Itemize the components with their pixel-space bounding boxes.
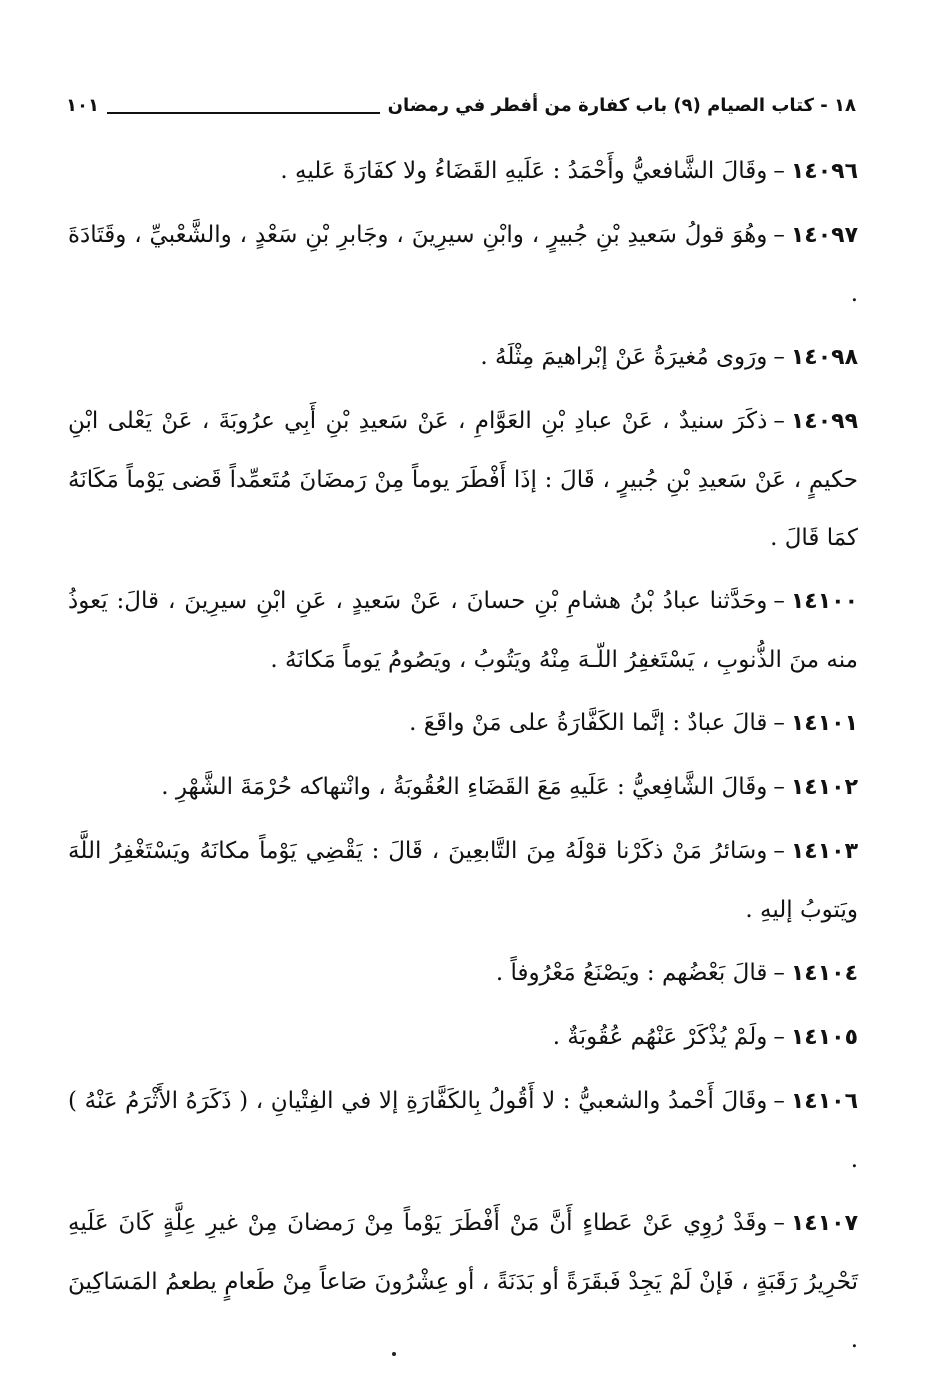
paragraph-14104 — [68, 944, 858, 1003]
paragraph-text: وقَالَ الشَّافِعيُّ : عَلَيهِ مَعَ القَضَاءِ العُقُوبَةُ ، وانْتهاكه حُرْمَةَ الشَّهْرِ . — [161, 774, 768, 800]
paragraph-text: وحَدَّثنا عبادُ بْنُ هشامِ بْنِ حسانَ ، عَنْ سَعيدٍ ، عَنِ ابْنِ سيرِينَ ، قالَ: يَعوذُ منه منَ الذُّنوبِ ، يَسْتَغفِرُ اللّـهَ مِنْهُ ويَتُوبُ ، ويَصُومُ يَوماً مَكانَهُ . — [68, 588, 858, 673]
separator-dash: – — [773, 408, 785, 434]
separator-dash: – — [773, 158, 785, 184]
separator-dash: – — [773, 222, 785, 248]
paragraph-text: وقَالَ الشَّافعيُّ وأَحْمَدُ : عَلَيهِ القَضَاءُ ولا كفَارَةَ عَليهِ . — [280, 158, 768, 184]
paragraph-number: ١٤١٠١ — [790, 711, 858, 736]
paragraph-14098 — [68, 328, 858, 387]
paragraph-number: ١٤١٠٢ — [790, 775, 858, 800]
separator-dash: – — [773, 1210, 785, 1236]
paragraph-14100 — [68, 572, 858, 689]
paragraph-14106 — [68, 1072, 858, 1189]
chapter-title: ١٨ - كتاب الصيام (٩) باب كفارة من أفطر في رمضان — [387, 94, 856, 116]
paragraph-number: ١٤١٠٤ — [790, 961, 858, 986]
separator-dash: – — [773, 710, 785, 736]
paragraph-text: وقَدْ رُوِي عَنْ عَطاءٍ أَنَّ مَنْ أَفْطَرَ يَوْماً مِنْ رَمضانَ مِنْ غيرِ عِلَّةٍ كَانَ عَلَيهِ تَحْرِيرُ رَقَبَةٍ ، فَإنْ لَمْ يَجِدْ فَبقَرَةً أو بَدَنَةً ، أو عِشْرُونَ صَاعاً مِنْ طَعامٍ يطعمُ المَسَاكِينَ . — [68, 1210, 858, 1353]
paragraph-number: ١٤١٠٦ — [790, 1089, 858, 1114]
separator-dash: – — [773, 774, 785, 800]
paragraph-number: ١٤١٠٣ — [790, 839, 858, 864]
paragraph-number: ١٤١٠٧ — [790, 1211, 858, 1236]
page-body — [68, 142, 858, 1374]
separator-dash: – — [773, 838, 785, 864]
paragraph-14103 — [68, 822, 858, 939]
paragraph-number: ١٤٠٩٦ — [790, 159, 858, 184]
paragraph-number: ١٤٠٩٧ — [790, 223, 858, 248]
paragraph-number: ١٤١٠٠ — [790, 589, 858, 614]
separator-dash: – — [773, 344, 785, 370]
paragraph-text: وهُوَ قولُ سَعيدِ بْنِ جُبيرٍ ، وابْنِ سيرِينَ ، وجَابرِ بْنِ سَعْدٍ ، والشَّعْبيِّ ، وقَتَادَةَ . — [68, 222, 858, 307]
paragraph-14097 — [68, 206, 858, 323]
paragraph-text: وسَائرُ مَنْ ذكَرْنا قوْلَهُ مِنَ التَّابعِينَ ، قَالَ : يَقْضِي يَوْماً مكانَهُ ويَسْتَغْفِرُ اللَّهَ ويَتوبُ إليهِ . — [68, 838, 858, 923]
scan-speck — [392, 1352, 396, 1356]
paragraph-text: ذكَرَ سنيدٌ ، عَنْ عبادِ بْنِ العَوَّامِ ، عَنْ سَعيدِ بْنِ أَبِي عرُوبَةَ ، عَنْ يَعْلى ابْنِ حكيمٍ ، عَنْ سَعيدِ بْنِ جُبيرٍ ، قَالَ : إذَا أَفْطَرَ يوماً مِنْ رَمضَانَ مُتَعمِّداً قَضى يَوْماً مَكَانَهُ كمَا قَالَ . — [68, 408, 858, 551]
separator-dash: – — [773, 1024, 785, 1050]
running-header — [66, 88, 856, 122]
paragraph-number: ١٤١٠٥ — [790, 1025, 858, 1050]
page-number: ١٠١ — [66, 94, 99, 116]
separator-dash: – — [773, 588, 785, 614]
paragraph-number: ١٤٠٩٨ — [790, 345, 858, 370]
separator-dash: – — [773, 960, 785, 986]
paragraph-14105 — [68, 1008, 858, 1067]
paragraph-text: قالَ عبادٌ : إنَّما الكَفَّارَةُ على مَنْ واقَعَ . — [409, 710, 768, 736]
paragraph-14102 — [68, 758, 858, 817]
paragraph-14099 — [68, 392, 858, 567]
separator-dash: – — [773, 1088, 785, 1114]
paragraph-text: ولَمْ يُذْكَرْ عَنْهُم عُقُوبَةٌ . — [552, 1024, 768, 1050]
paragraph-14101 — [68, 694, 858, 753]
paragraph-text: قالَ بَعْضُهم : ويَصْنَعُ مَعْرُوفاً . — [495, 960, 768, 986]
paragraph-14107 — [68, 1194, 858, 1369]
paragraph-number: ١٤٠٩٩ — [790, 409, 858, 434]
header-rule — [107, 112, 380, 114]
paragraph-text: ورَوى مُغيرَةُ عَنْ إبْراهيمَ مِثْلَهُ . — [480, 344, 768, 370]
paragraph-14096 — [68, 142, 858, 201]
paragraph-text: وقَالَ أَحْمدُ والشعبيُّ : لا أَقُولُ بِالكَفَّارَةِ إلا في الفِتْيانِ ، ( ذَكَرَهُ الأَثْرَمُ عَنْهُ ) . — [68, 1088, 858, 1173]
